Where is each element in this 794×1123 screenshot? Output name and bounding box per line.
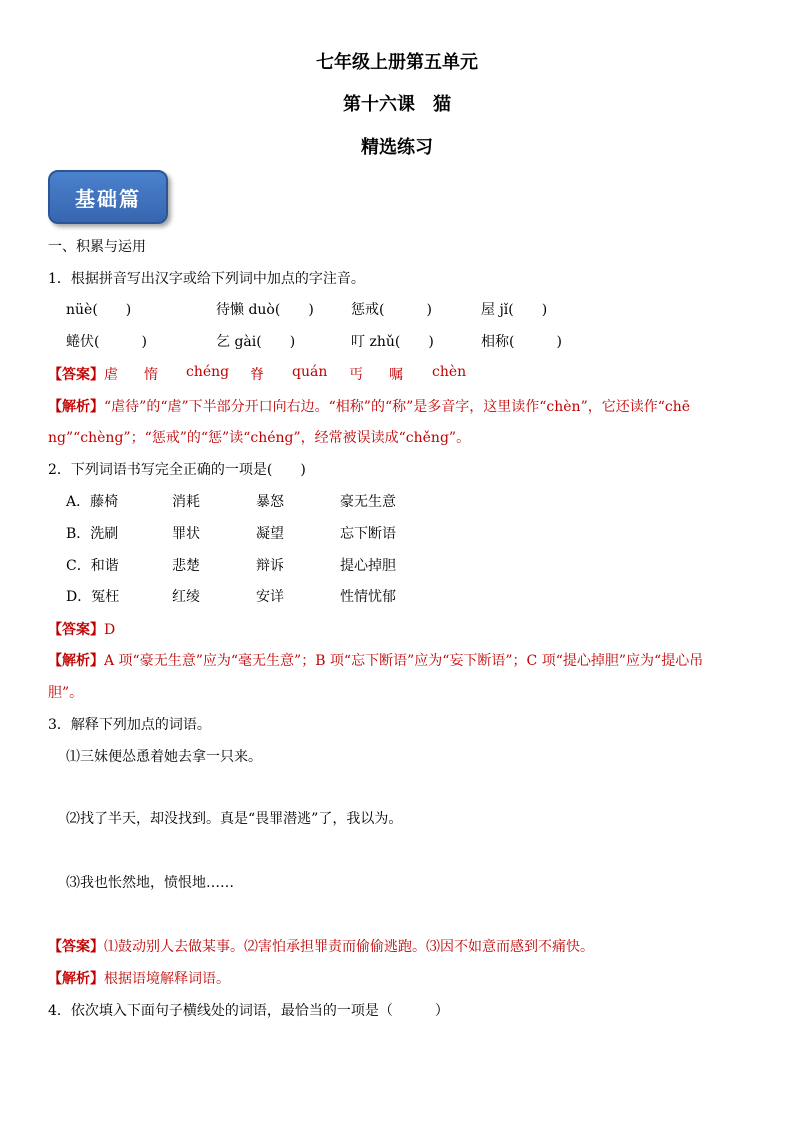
- q1-answer-line: [48, 364, 104, 384]
- q2-analysis: [48, 650, 703, 670]
- q1-answer: 虐: [104, 367, 118, 383]
- analysis-tag: 【解析】: [48, 653, 104, 669]
- q1-item: 屋 jǐ( ): [481, 302, 548, 318]
- q1-item: 乞 gài( ): [216, 334, 296, 350]
- answer-tag: 【答案】: [48, 622, 104, 638]
- q1-item: 惩戒( ): [351, 302, 432, 318]
- q2-option: 悲楚: [172, 558, 200, 574]
- q1-answer: 惰: [144, 367, 158, 383]
- q2-option: 豪无生意: [340, 494, 396, 510]
- q1-answer: chéng: [186, 364, 230, 380]
- analysis-tag: 【解析】: [48, 971, 104, 987]
- q3-answer-line: [48, 936, 594, 956]
- q1-item: 叮 zhǔ( ): [351, 334, 434, 350]
- q1-analysis-text: “虐待”的“虐”下半部分开口向右边。“相称”的“称”是多音字，这里读作“chèn”，它还读作“chē: [104, 399, 691, 415]
- q2-option: B．洗刷: [66, 526, 119, 542]
- q2-option: 提心掉胆: [340, 558, 396, 574]
- q1-answer: 嘱: [389, 367, 403, 383]
- q3-stem: 3．解释下列加点的词语。: [48, 717, 211, 733]
- q1-item: 蜷伏( ): [66, 334, 147, 350]
- q4-stem: 4．依次填入下面句子横线处的词语，最恰当的一项是（ ）: [48, 1003, 449, 1019]
- q2-option: A．藤椅: [66, 494, 119, 510]
- q2-answer: D: [104, 622, 116, 638]
- section-heading: 一、积累与运用: [48, 239, 146, 255]
- q1-answer: 丐: [349, 367, 363, 383]
- answer-tag: 【答案】: [48, 367, 104, 383]
- q2-option: 罪状: [172, 526, 200, 542]
- analysis-tag: 【解析】: [48, 399, 104, 415]
- q2-option: 辩诉: [256, 558, 284, 574]
- basic-section-badge: 基础篇: [48, 170, 168, 224]
- q2-option: 安详: [256, 589, 284, 605]
- exercise-title: 精选练习: [361, 137, 433, 158]
- q1-item: 相称( ): [481, 334, 562, 350]
- q2-analysis-text: A 项“豪无生意”应为“毫无生意”；B 项“忘下断语”应为“妄下断语”；C 项“提心掉胆”应为“提心吊: [104, 653, 704, 669]
- q2-option: 消耗: [172, 494, 200, 510]
- q1-analysis-cont: ng”“chèng”；“惩戒”的“惩”读“chéng”，经常被误读成“chěng”。: [48, 430, 471, 446]
- q1-analysis: [48, 396, 690, 416]
- q3-analysis-text: 根据语境解释词语。: [104, 971, 230, 987]
- q2-option: D．冤枉: [66, 589, 120, 605]
- q1-stem: 1．根据拼音写出汉字或给下列词中加点的字注音。: [48, 271, 365, 287]
- q2-option: 红绫: [172, 589, 200, 605]
- lesson-title: 第十六课 猫: [343, 94, 451, 115]
- q3-item: ⑴三妹便怂恿着她去拿一只来。: [66, 749, 262, 765]
- q2-option: 性情忧郁: [340, 589, 396, 605]
- q1-item: nüè( ): [66, 302, 132, 318]
- q1-item: 待懒 duò( ): [216, 302, 314, 318]
- q3-answer: ⑴鼓动别人去做某事。⑵害怕承担罪责而偷偷逃跑。⑶因不如意而感到不痛快。: [104, 939, 594, 955]
- q3-item: ⑶我也怅然地，愤恨地……: [66, 875, 234, 891]
- q2-option: C．和谐: [66, 558, 119, 574]
- q2-option: 忘下断语: [340, 526, 396, 542]
- q3-analysis: [48, 968, 230, 988]
- q2-stem: 2．下列词语书写完全正确的一项是( ): [48, 462, 306, 478]
- document-title: 七年级上册第五单元: [316, 52, 478, 73]
- q2-option: 暴怒: [256, 494, 284, 510]
- q2-analysis-cont: 胆”。: [48, 685, 84, 701]
- q2-option: 凝望: [256, 526, 284, 542]
- q2-answer-line: [48, 619, 115, 639]
- answer-tag: 【答案】: [48, 939, 104, 955]
- q3-item: ⑵找了半天，却没找到。真是“畏罪潜逃”了，我以为。: [66, 811, 403, 827]
- q1-answer: quán: [292, 364, 328, 380]
- q1-answer: chèn: [432, 364, 467, 380]
- q1-answer: 脊: [250, 367, 264, 383]
